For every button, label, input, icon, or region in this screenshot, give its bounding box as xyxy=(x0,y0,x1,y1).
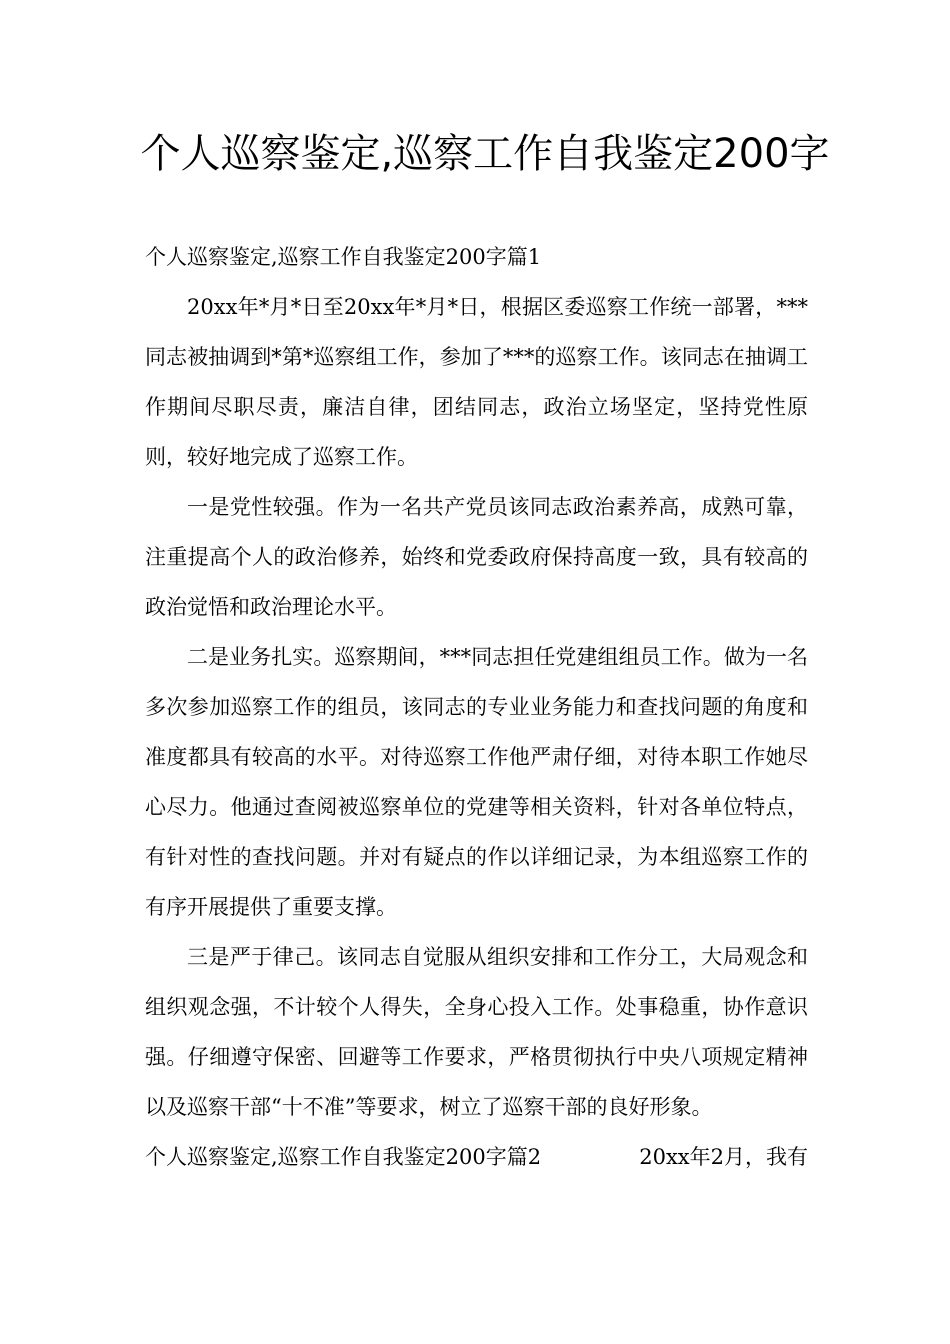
paragraph: 20xx年*月*日至20xx年*月*日，根据区委巡察工作统一部署，***同志被抽调到*第*巡察组工作，参加了***的巡察工作。该同志在抽调工作期间尽职尽责，廉洁自律，团结同志，政治立场坚定，坚持党性原则，较好地完成了巡察工作。 xyxy=(145,295,808,469)
section-heading: 个人巡察鉴定,巡察工作自我鉴定200字篇1 xyxy=(145,245,542,269)
section-heading: 个人巡察鉴定,巡察工作自我鉴定200字篇2 xyxy=(145,1145,542,1169)
document-body xyxy=(145,232,808,1182)
paragraph: 二是业务扎实。巡察期间，***同志担任党建组组员工作。做为一名多次参加巡察工作的组员，该同志的专业业务能力和查找问题的角度和准度都具有较高的水平。对待巡察工作他严肃仔细，对待本职工作她尽心尽力。他通过查阅被巡察单位的党建等相关资料，针对各单位特点，有针对性的查找问题。并对有疑点的作以详细记录，为本组巡察工作的有序开展提供了重要支撑。 xyxy=(145,645,808,919)
document-title: 个人巡察鉴定,巡察工作自我鉴定200字 xyxy=(140,131,830,177)
paragraph-start: 20xx年2月，我有 xyxy=(639,1145,808,1169)
section-2-line xyxy=(145,1132,808,1182)
paragraph: 一是党性较强。作为一名共产党员该同志政治素养高，成熟可靠，注重提高个人的政治修养，始终和党委政府保持高度一致，具有较高的政治觉悟和政治理论水平。 xyxy=(145,495,808,619)
paragraph: 三是严于律己。该同志自觉服从组织安排和工作分工，大局观念和组织观念强，不计较个人得失，全身心投入工作。处事稳重，协作意识强。仔细遵守保密、回避等工作要求，严格贯彻执行中央八项规定精神以及巡察干部“十不准”等要求，树立了巡察干部的良好形象。 xyxy=(145,945,808,1119)
